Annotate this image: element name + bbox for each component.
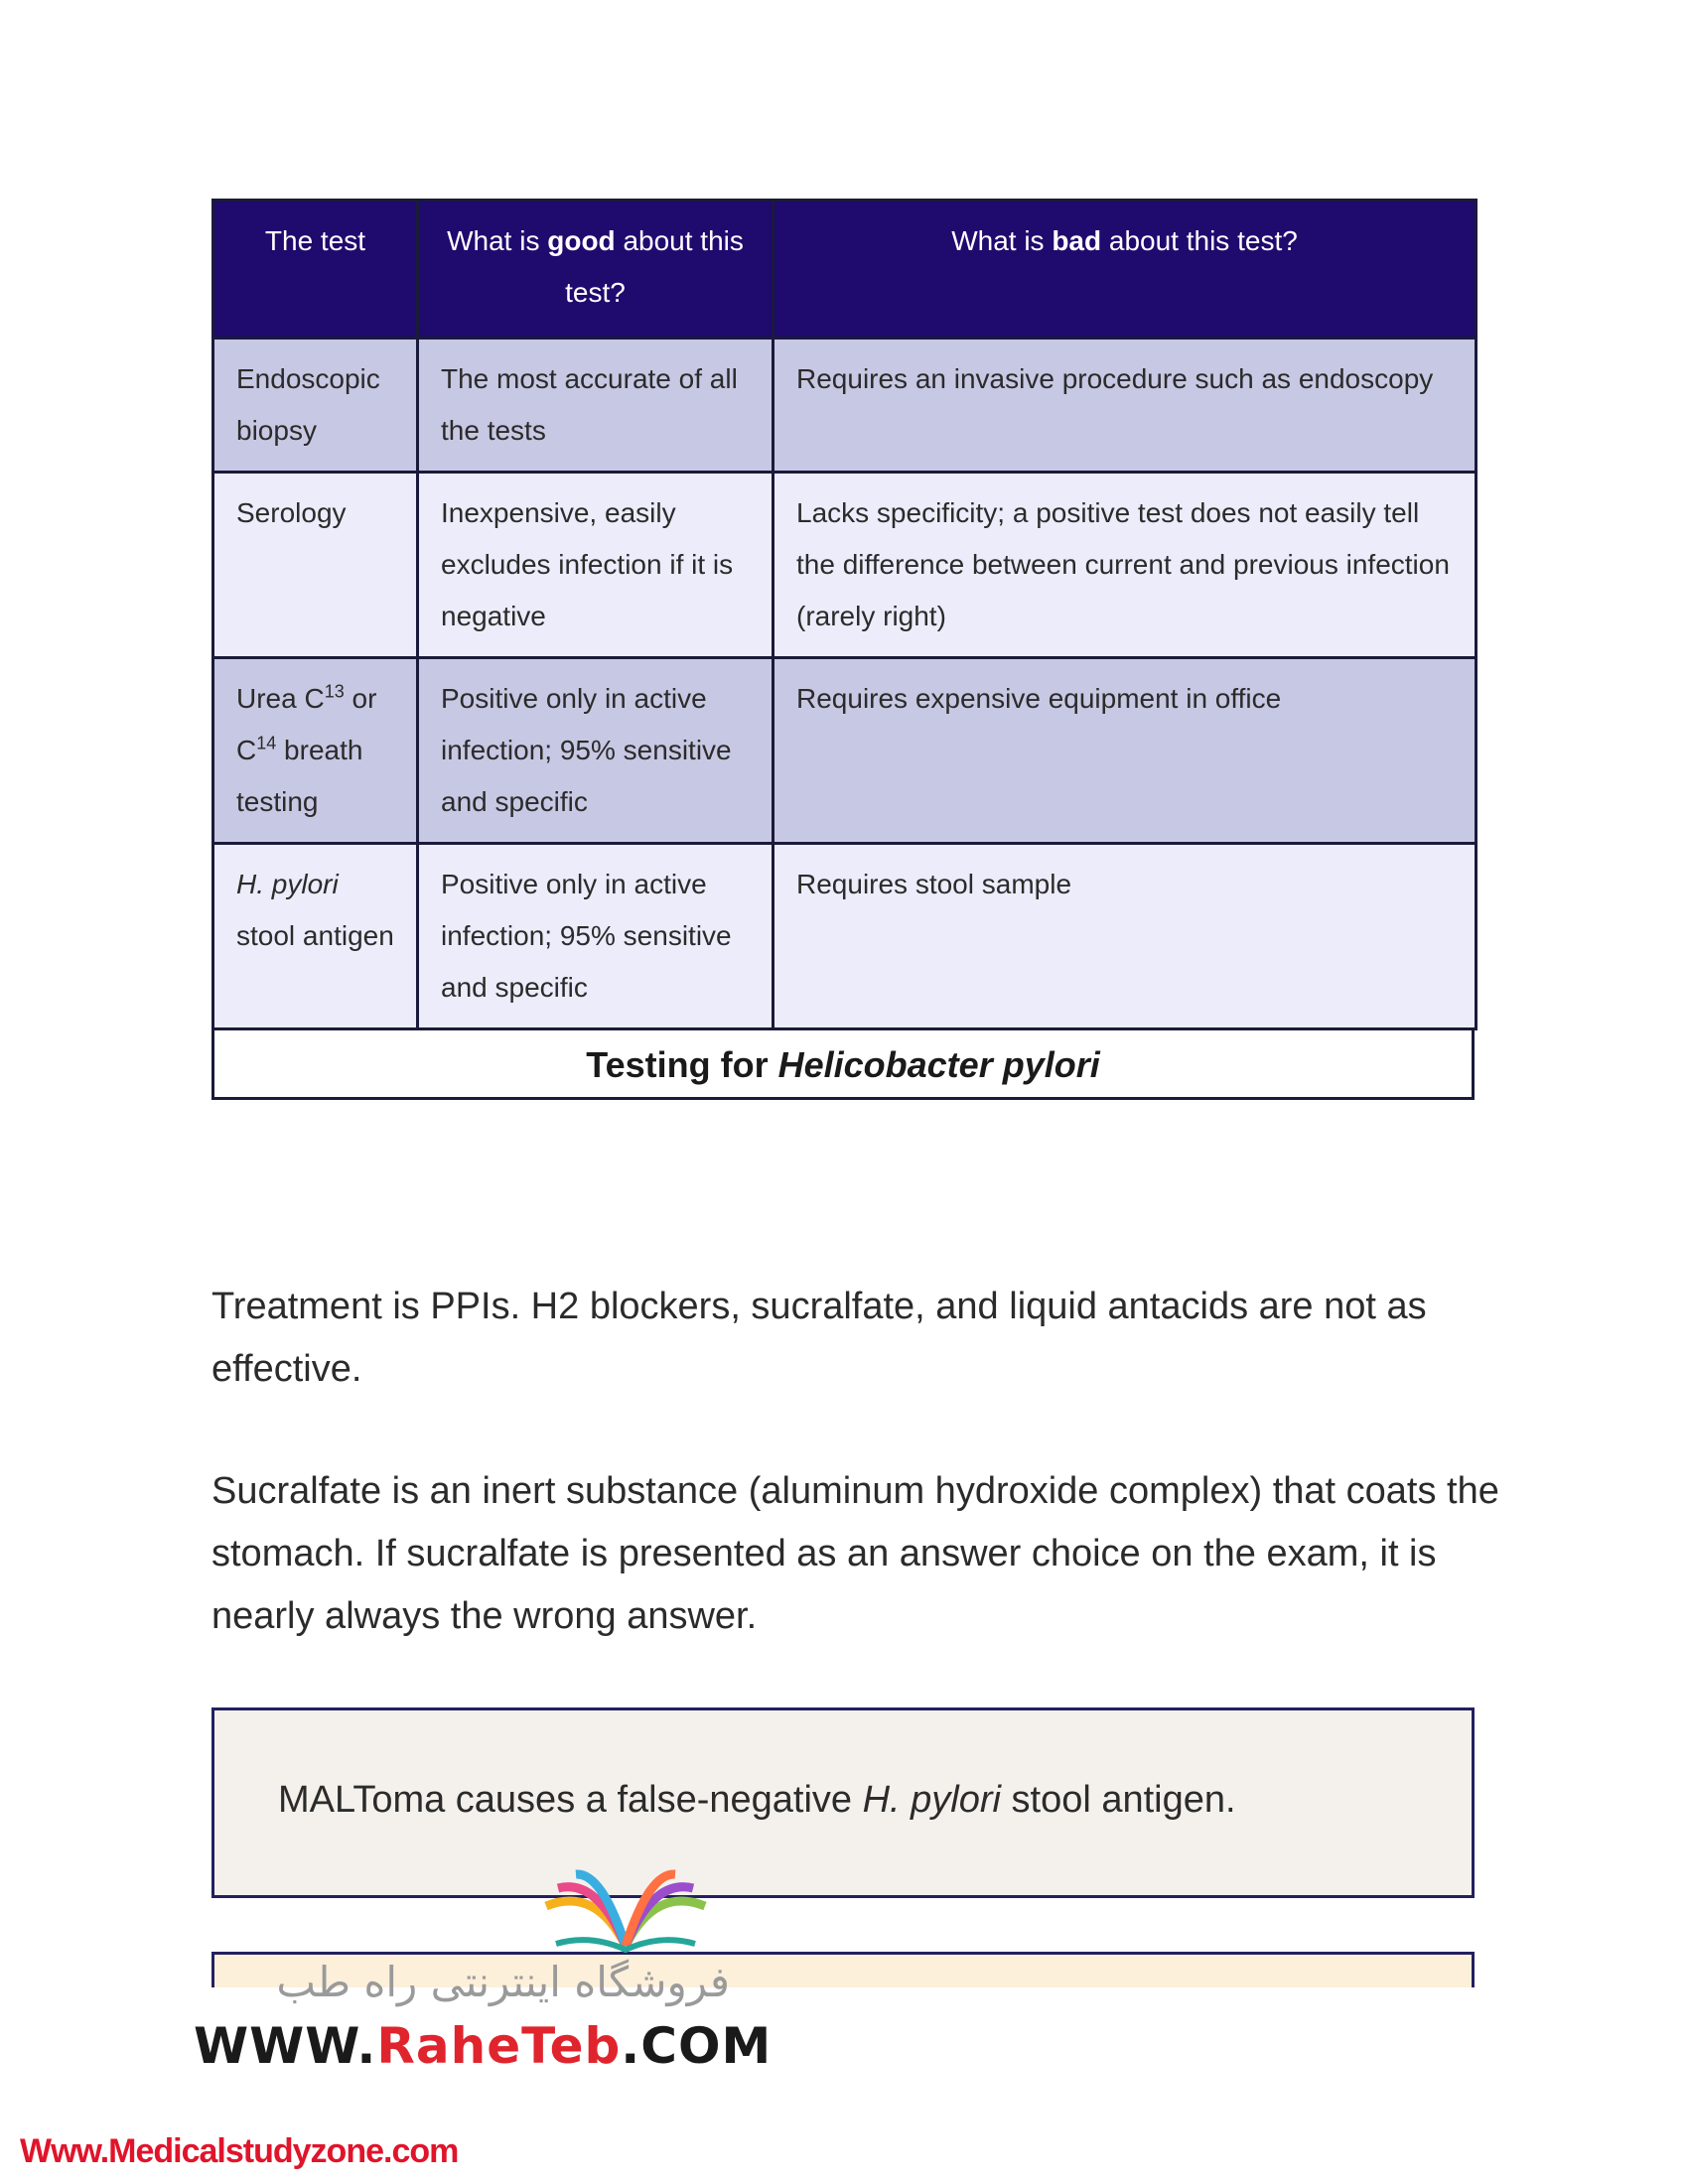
bad-cell: Lacks specificity; a positive test does not easily tell the difference between current and previous infection (rarely right) [774,473,1477,658]
table-row [213,339,1477,473]
table-header-row [213,201,1477,339]
open-book-icon [536,1866,715,1956]
good-cell: Positive only in active infection; 95% sensitive and specific [418,658,774,844]
test-name-cell: H. pylori stool antigen [213,844,418,1029]
sucralfate-paragraph: Sucralfate is an inert substance (aluminum hydroxide complex) that coats the stomach. If sucralfate is presented as an answer choice on the exam, it is nearly always the wrong answer. [211,1470,1499,1637]
table-row [213,473,1477,658]
table-row [213,658,1477,844]
good-cell: Positive only in active infection; 95% sensitive and specific [418,844,774,1029]
footer-watermark: Www.Medicalstudyzone.com [20,2132,459,2170]
table-row [213,844,1477,1029]
header-bad: What is bad about this test? [774,201,1477,339]
test-name-cell: Serology [213,473,418,658]
good-cell: The most accurate of all the tests [418,339,774,473]
test-name-cell: Urea $C^{13}$ or $C^{14}$ breath testing [213,658,418,844]
bad-cell: Requires stool sample [774,844,1477,1029]
testing-table-figure [211,199,1475,1100]
logo-website-text: WWW.RaheTeb.COM [194,2017,773,2075]
h-pylori-tests-table [211,199,1477,1030]
header-the-test: The test [213,201,418,339]
good-cell: Inexpensive, easily excludes infection if it is negative [418,473,774,658]
treatment-paragraph: Treatment is PPIs. H2 blockers, sucralfate, and liquid antacids are not as effective. [211,1286,1427,1390]
bad-cell: Requires an invasive procedure such as endoscopy [774,339,1477,473]
logo-persian-text: فروشگاه اینترنتی راه طب [276,1958,730,2006]
rahe-teb-logo [194,1866,773,2075]
test-name-cell: Endoscopic biopsy [213,339,418,473]
table-caption: Testing for Helicobacter pylori [211,1030,1475,1100]
bad-cell: Requires expensive equipment in office [774,658,1477,844]
header-good: What is good about this test? [418,201,774,339]
note-text: MALToma causes a false-negative H. pylori stool antigen. [278,1779,1236,1821]
